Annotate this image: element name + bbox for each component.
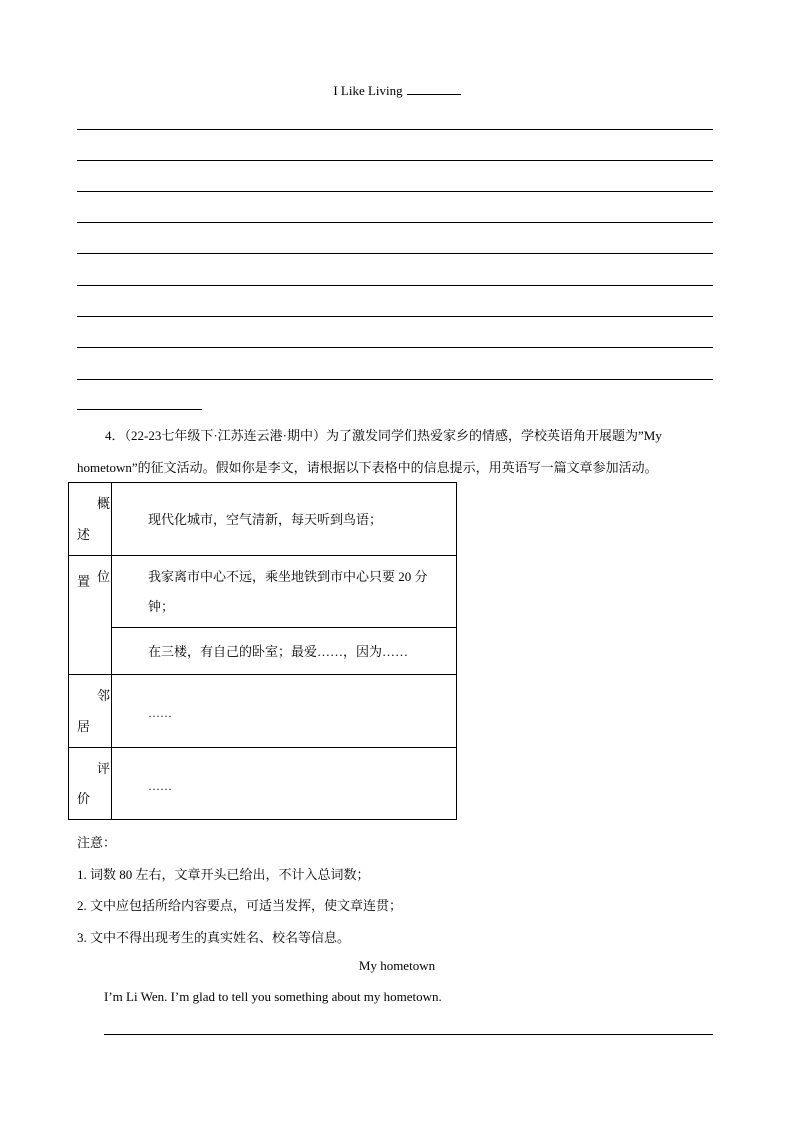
note-item-3: 3. 文中不得出现考生的真实姓名、校名等信息。	[77, 930, 351, 945]
writing-line[interactable]	[77, 379, 713, 380]
table-row	[69, 628, 457, 675]
question-4-prompt-line-2: hometown”的征文活动。假如你是李文，请根据以下表格中的信息提示，用英语写一篇文章参加活动。	[77, 460, 658, 475]
label-char-top: 邻	[96, 688, 110, 703]
writing-line[interactable]	[77, 253, 713, 254]
essay-title-1-text: I Like Living	[333, 83, 403, 98]
row-content	[112, 556, 457, 628]
writing-line[interactable]	[77, 191, 713, 192]
section-divider	[77, 409, 202, 410]
table-row	[69, 483, 457, 556]
label-char-top: 评	[96, 761, 110, 776]
row-label	[69, 748, 112, 820]
writing-line[interactable]	[77, 285, 713, 286]
writing-line[interactable]	[77, 222, 713, 223]
label-char-bottom: 置	[77, 574, 91, 589]
table-row	[69, 748, 457, 820]
row-label	[69, 556, 112, 675]
label-char-top: 位	[96, 569, 110, 584]
row-content	[112, 675, 457, 748]
row-content	[112, 483, 457, 556]
label-char-bottom: 价	[77, 791, 91, 806]
cell-text: 在三楼，有自己的卧室；最爱……，因为……	[148, 644, 409, 659]
cell-text: 我家离市中心不远，乘坐地铁到市中心只要 20 分钟；	[148, 569, 428, 614]
writing-line[interactable]	[104, 1034, 713, 1035]
essay-title-2: My hometown	[358, 958, 436, 973]
row-content	[112, 628, 457, 675]
label-char-bottom: 居	[77, 719, 91, 734]
table-row	[69, 556, 457, 628]
cell-text: ……	[148, 706, 172, 720]
row-label	[69, 675, 112, 748]
info-table	[68, 482, 457, 820]
title-blank[interactable]	[407, 82, 461, 95]
row-label	[69, 483, 112, 556]
notes-title: 注意：	[77, 835, 117, 850]
writing-line[interactable]	[77, 347, 713, 348]
cell-text: ……	[148, 779, 172, 793]
label-char-top: 概	[96, 496, 110, 511]
essay-title-1	[0, 82, 794, 99]
essay-opening-sentence: I’m Li Wen. I’m glad to tell you something about my hometown.	[104, 989, 442, 1004]
writing-line[interactable]	[77, 316, 713, 317]
note-item-2: 2. 文中应包括所给内容要点，可适当发挥，使文章连贯；	[77, 898, 403, 913]
writing-line[interactable]	[77, 129, 713, 130]
table-row	[69, 675, 457, 748]
writing-line[interactable]	[77, 160, 713, 161]
question-4-prompt-line-1: 4．（22-23七年级下·江苏连云港·期中）为了激发同学们热爱家乡的情感，学校英语角开展题为”My	[105, 428, 662, 443]
cell-text: 现代化城市，空气清新，每天听到鸟语；	[148, 512, 383, 527]
row-content	[112, 748, 457, 820]
note-item-1: 1. 词数 80 左右，文章开头已给出，不计入总词数；	[77, 867, 370, 882]
label-char-bottom: 述	[77, 527, 91, 542]
